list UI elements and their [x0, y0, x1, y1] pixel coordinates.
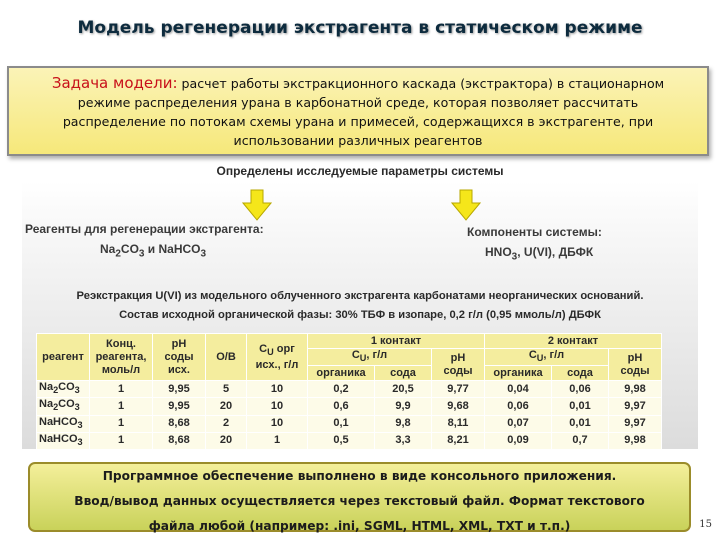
- software-note: [28, 462, 691, 532]
- params-heading: Определены исследуемые параметры системы: [216, 164, 504, 178]
- table-row: NaHCO$_3$ 1 8,68 20 1 0,5 3,3 8,21 0,09 0,7 9,98: [37, 432, 662, 449]
- task-line-3: распределение по потокам схемы урана и примесей, содержащихся в экстрагенте, при: [62, 114, 654, 129]
- header-ph-soda-1: pH соды: [432, 349, 485, 381]
- description-line-2: Состав исходной органической фазы: 30% ТБФ в изопаре, 0,2 г/л (0,95 ммоль/л) ДБФК: [119, 309, 601, 321]
- header-ov: О/В: [206, 334, 247, 381]
- header-contact-2: 2 контакт: [485, 334, 662, 349]
- header-soda-1: сода: [375, 366, 432, 381]
- task-line-2: режиме распределения урана в карбонатной среде, которая позволяет рассчитать: [77, 95, 639, 110]
- page-title: Модель регенерации экстрагента в статическом режиме: [77, 18, 643, 38]
- header-org-2: органика: [485, 366, 552, 381]
- header-org-1: органика: [308, 366, 375, 381]
- task-line-1: расчет работы экстракционного каскада (экстрактора) в стационарном: [181, 76, 665, 91]
- reagent-cell: NaHCO$_3$: [37, 432, 90, 449]
- reagent-cell: $Na_2CO_3$: [37, 381, 90, 398]
- header-cu-2: $C_U$, г/л: [485, 349, 609, 366]
- table-header-row: [37, 334, 662, 349]
- header-concentration: Конц. реагента, моль/л: [90, 334, 153, 381]
- page-number: 15: [699, 519, 712, 530]
- reagent-cell: $Na_2CO_3$: [37, 398, 90, 415]
- table-row: $Na_2CO_3$ 1 9,95 5 10 0,2 20,5 9,77 0,04 0,06 9,98: [37, 381, 662, 398]
- description-line-1: Реэкстракция U(VI) из модельного облученного экстрагента карбонатами неорганических оснований.: [76, 290, 644, 302]
- note-line-2: Ввод/вывод данных осуществляется через текстовый файл. Формат текстового: [74, 494, 645, 508]
- arrow-down-icon: [242, 189, 272, 221]
- header-ph-initial: pH соды исх.: [153, 334, 206, 381]
- header-soda-2: сода: [552, 366, 609, 381]
- reagents-label: Реагенты для регенерации экстрагента:: [25, 222, 264, 236]
- task-box: [7, 66, 709, 156]
- results-table: [36, 333, 662, 450]
- arrow-down-icon: [451, 189, 481, 221]
- components-label: Компоненты системы:: [467, 225, 602, 239]
- header-cu-1: $C_U$, г/л: [308, 349, 432, 366]
- header-reagent: реагент: [37, 334, 90, 381]
- task-line-4: использовании различных реагентов: [233, 133, 483, 148]
- reagents-formula: $Na_2CO_3$ и NaHCO$_3$: [100, 242, 207, 260]
- note-line-1: Программное обеспечение выполнено в виде консольного приложения.: [102, 469, 617, 483]
- table-row: $Na_2CO_3$ 1 9,95 20 10 0,6 9,9 9,68 0,06 0,01 9,97: [37, 398, 662, 415]
- header-contact-1: 1 контакт: [308, 334, 485, 349]
- task-label: Задача модели:: [51, 74, 178, 92]
- header-ph-soda-2: pH соды: [609, 349, 662, 381]
- components-formula: $HNO_3$, U(VI), ДБФК: [485, 245, 594, 263]
- table-row: NaHCO$_3$ 1 8,68 2 10 0,1 9,8 8,11 0,07 0,01 9,97: [37, 415, 662, 432]
- note-line-3: файла любой (например: .ini, SGML, HTML, XML, TXT и т.п.): [148, 519, 571, 533]
- reagent-cell: NaHCO$_3$: [37, 415, 90, 432]
- header-cu-org: $C_U$ орг исх., г/л: [247, 334, 308, 381]
